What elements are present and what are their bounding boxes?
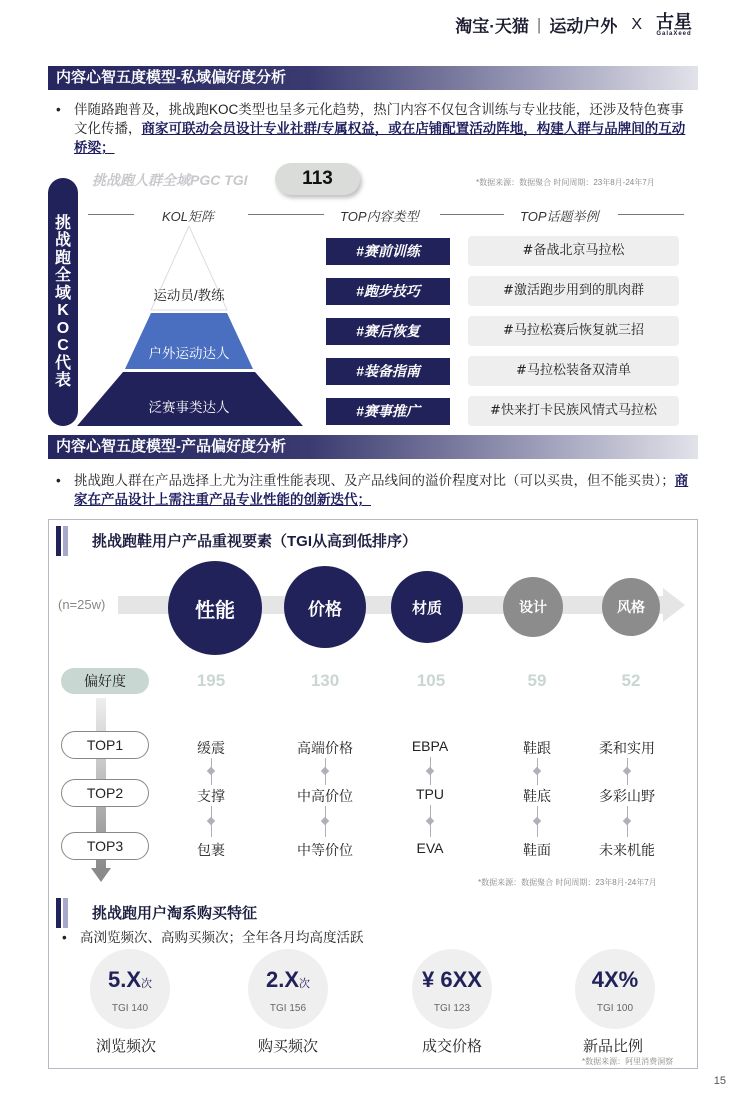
galaxeed-logo: 古星 GalaXeed <box>656 11 692 37</box>
grid-cell: 高端价格 <box>280 738 370 758</box>
bullet-emphasis: 商家可联动会员设计专业社群/专属权益，或在店铺配置活动阵地，构建人群与品牌间的互动桥梁； <box>74 121 686 155</box>
stat-value-purchase: 2.X次 <box>265 967 311 992</box>
col-header-kol: KOL矩阵 <box>162 209 215 224</box>
stat-value-browse: 5.X次 <box>107 967 153 992</box>
topic-example: #备战北京马拉松 <box>468 236 679 266</box>
stat-tgi: TGI 100 <box>596 1003 634 1014</box>
vertical-char: 全 <box>54 267 71 284</box>
purchase-bullet: • 高浏览频次、高购买频次；全年各月均高度活跃 <box>62 930 364 945</box>
pyramid-label-outdoor: 户外运动达人 <box>148 346 230 361</box>
col-header-topic: TOP话题举例 <box>520 209 599 224</box>
content-type-tag: #赛后恢复 <box>326 318 450 345</box>
topic-example: #马拉松装备双清单 <box>468 356 679 386</box>
content-type-tag: #赛事推广 <box>326 398 450 425</box>
rank-top3: TOP3 <box>61 832 149 860</box>
rank-top1: TOP1 <box>61 731 149 759</box>
preference-score: 59 <box>527 671 547 690</box>
section-title-product: 内容心智五度模型-产品偏好度分析 <box>48 435 698 459</box>
brand-header <box>455 12 692 37</box>
brand-sports: 运动户外 <box>549 17 618 36</box>
vertical-char: C <box>57 337 69 354</box>
grid-cell: 包裹 <box>166 840 256 860</box>
pyramid-label-athlete: 运动员/教练 <box>153 288 225 303</box>
preference-label: 偏好度 <box>61 668 149 694</box>
grid-cell: 多彩山野 <box>582 786 672 806</box>
bullet-text: 伴随路跑普及，挑战跑KOC类型也呈多元化趋势，热门内容不仅包含训练与专业技能，还涉及特色赛事文化传播， <box>74 102 684 136</box>
content-type-tag: #赛前训练 <box>326 238 450 265</box>
brand-x: X <box>631 15 642 33</box>
stat-tgi: TGI 140 <box>111 1003 149 1014</box>
stat-name: 浏览频次 <box>95 1038 156 1055</box>
preference-score: 105 <box>416 671 446 690</box>
topic-example: #快来打卡民族风情式马拉松 <box>468 396 679 426</box>
factor-circle-price: 价格 <box>284 566 366 648</box>
vertical-char: 跑 <box>54 249 71 267</box>
grid-cell: TPU <box>385 786 475 802</box>
stat-name: 购买频次 <box>257 1038 318 1055</box>
vertical-char: 域 <box>54 284 71 302</box>
grid-cell: 缓震 <box>166 738 256 758</box>
bullet-emphasis: 商家在产品设计上需注重产品专业性能的创新迭代； <box>74 473 689 507</box>
content-type-tag: #跑步技巧 <box>326 278 450 305</box>
pgc-tgi-value: 113 <box>275 163 360 195</box>
grid-cell: 鞋跟 <box>492 738 582 758</box>
divider <box>88 214 134 215</box>
vertical-char: K <box>57 302 69 319</box>
grid-cell: 柔和实用 <box>582 738 672 758</box>
subheading-purchase: 挑战跑用户淘系购买特征 <box>58 902 257 923</box>
stat-tgi: TGI 156 <box>269 1003 307 1014</box>
factor-circle-performance: 性能 <box>168 561 262 655</box>
preference-score: 130 <box>310 671 340 690</box>
factor-circle-material: 材质 <box>391 571 463 643</box>
divider <box>618 214 684 215</box>
col-header-content-type: TOP内容类型 <box>340 209 419 224</box>
stat-tgi: TGI 123 <box>433 1003 471 1014</box>
grid-cell: EVA <box>385 840 475 856</box>
grid-cell: 中高价位 <box>280 786 370 806</box>
factor-circle-style: 风格 <box>602 578 660 636</box>
data-source-note: *数据来源：数据聚合 时间周期：23年8月-24年7月 <box>476 178 655 187</box>
stat-name: 成交价格 <box>421 1038 482 1055</box>
topic-example: #激活跑步用到的肌肉群 <box>468 276 679 306</box>
vertical-char: 代 <box>54 354 71 372</box>
vertical-char: 战 <box>54 232 71 249</box>
vertical-char: O <box>56 319 70 337</box>
preference-score: 195 <box>196 671 226 690</box>
preference-score: 52 <box>621 671 641 690</box>
content-type-tag: #装备指南 <box>326 358 450 385</box>
rank-top2: TOP2 <box>61 779 149 807</box>
grid-cell: EBPA <box>385 738 475 754</box>
grid-cell: 鞋面 <box>492 840 582 860</box>
grid-cell: 支撑 <box>166 786 256 806</box>
grid-cell: 中等价位 <box>280 840 370 860</box>
data-source-note: *数据来源：数据聚合 时间周期：23年8月-24年7月 <box>478 878 657 887</box>
vertical-char: 挑 <box>54 214 71 232</box>
data-source-note: *数据来源：阿里消费洞察 <box>582 1057 674 1066</box>
section1-bullet: • 伴随路跑普及，挑战跑KOC类型也呈多元化趋势，热门内容不仅包含训练与专业技能，还涉及特色赛事文化传播，商家可联动会员设计专业社群/专属权益，或在店铺配置活动阵地，构建人群与品牌间的互动桥梁； <box>56 102 686 155</box>
grid-cell: 鞋底 <box>492 786 582 806</box>
brand-taobao-tmall: 淘宝·天猫 <box>455 17 529 36</box>
factor-circle-design: 设计 <box>503 577 563 637</box>
stat-name: 新品比例 <box>582 1038 643 1055</box>
divider <box>440 214 504 215</box>
subheading-shoe-factors: 挑战跑鞋用户产品重视要素（TGI从高到低排序） <box>58 530 417 551</box>
section2-bullet: • 挑战跑人群在产品选择上尤为注重性能表现、及产品线间的溢价程度对比（可以买贵，但不能买贵）；商家在产品设计上需注重产品专业性能的创新迭代； <box>56 473 689 507</box>
topic-example: #马拉松赛后恢复就三招 <box>468 316 679 346</box>
section-title-private: 内容心智五度模型-私域偏好度分析 <box>48 66 698 90</box>
stat-value-price: ¥ 6XX <box>422 967 482 992</box>
bullet-text: 挑战跑人群在产品选择上尤为注重性能表现、及产品线间的溢价程度对比（可以买贵，但不能买贵）； <box>74 473 675 488</box>
divider <box>248 214 324 215</box>
page-number: 15 <box>713 1075 726 1087</box>
pgc-label: 挑战跑人群全域PGC TGI <box>92 172 248 188</box>
vertical-char: 表 <box>54 372 71 389</box>
sample-size-label: (n=25w) <box>58 597 106 612</box>
brand-separator: | <box>536 14 542 34</box>
stat-value-newitem: 4X% <box>591 967 639 992</box>
pyramid-label-event: 泛赛事类达人 <box>148 400 230 415</box>
grid-cell: 未来机能 <box>582 840 672 860</box>
